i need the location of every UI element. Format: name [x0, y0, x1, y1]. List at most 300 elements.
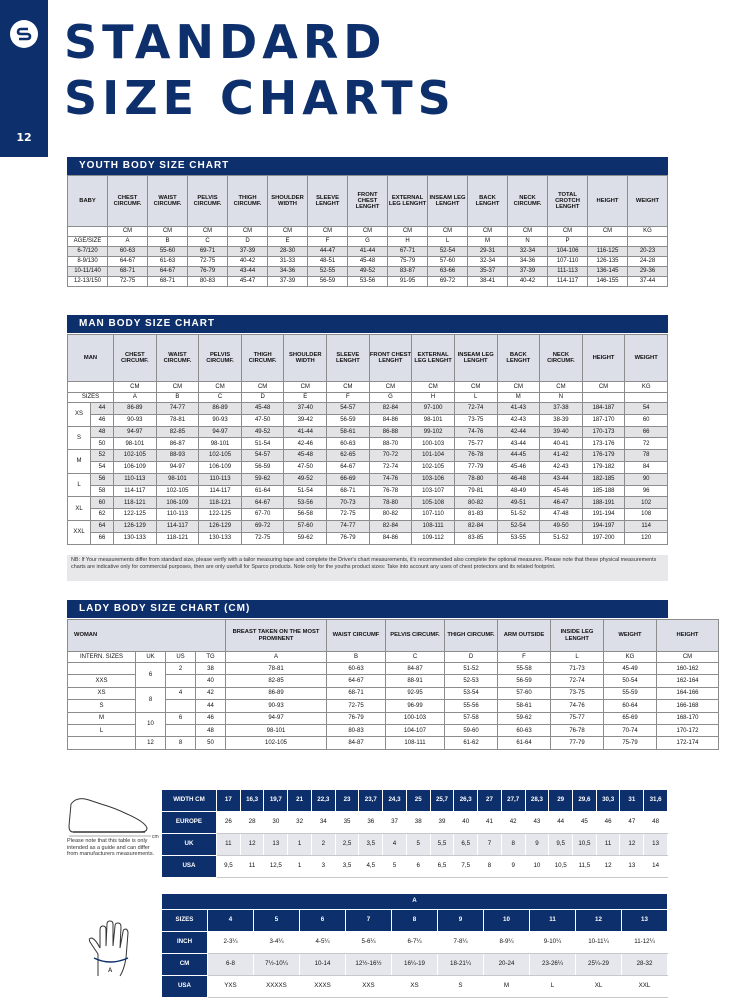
table-cell: 38	[196, 663, 226, 675]
table-cell: 5	[254, 910, 300, 932]
table-cell: 86-89	[114, 403, 157, 415]
uk-size: 12	[136, 737, 166, 749]
table-cell: 98-101	[156, 473, 199, 485]
table-cell: 32	[288, 812, 312, 834]
youth-chart-title: YOUTH BODY SIZE CHART	[67, 157, 668, 175]
table-cell: 58-61	[498, 700, 551, 712]
table-cell: 72-75	[327, 509, 370, 521]
table-cell: 64-67	[241, 497, 284, 509]
table-cell: 11	[596, 834, 620, 856]
header-row	[68, 620, 719, 652]
glove-a-mark: A	[108, 968, 113, 974]
table-cell: CM	[348, 227, 388, 237]
table-cell: 82-84	[454, 520, 497, 532]
table-cell: 86-88	[369, 426, 412, 438]
table-cell: 29,6	[573, 790, 597, 812]
table-cell: 4	[383, 834, 407, 856]
man-size-table	[67, 334, 668, 545]
table-cell: CM	[327, 382, 370, 393]
table-cell: 51-54	[284, 485, 327, 497]
table-cell: 3	[311, 856, 335, 878]
table-cell: G	[348, 237, 388, 247]
table-cell: CM	[428, 227, 468, 237]
table-cell: 160-162	[657, 663, 719, 675]
column-header: FRONT CHEST LENGHT	[369, 335, 412, 382]
table-cell: 74-76	[551, 700, 604, 712]
column-header: THIGH CIRCUMF.	[228, 176, 268, 227]
table-cell: 74-76	[369, 473, 412, 485]
table-cell: 20-23	[628, 247, 668, 257]
table-cell: 54-57	[327, 403, 370, 415]
table-cell: 64	[91, 520, 114, 532]
table-cell: 58	[91, 485, 114, 497]
table-cell: 38-41	[468, 277, 508, 287]
table-cell: 39-40	[540, 426, 583, 438]
table-cell: 3,5	[359, 834, 383, 856]
column-header: HEIGHT	[588, 176, 628, 227]
table-cell: 28-30	[268, 247, 308, 257]
table-cell: 25	[406, 790, 430, 812]
table-cell: 6-7¼	[392, 932, 438, 954]
table-cell: 37-38	[540, 403, 583, 415]
table-cell: CM	[268, 227, 308, 237]
table-cell: 50	[196, 737, 226, 749]
europe-row	[162, 812, 668, 834]
table-cell: 11	[240, 856, 264, 878]
column-header: BACK LENGHT	[468, 176, 508, 227]
table-cell: 72-75	[327, 700, 386, 712]
table-cell: 42	[501, 812, 525, 834]
table-cell: 91-95	[388, 277, 428, 287]
table-cell: 47-50	[241, 414, 284, 426]
table-cell: 25¼-29	[576, 954, 622, 976]
table-cell	[166, 675, 196, 687]
table-cell: 52-54	[428, 247, 468, 257]
table-cell: 9,5	[549, 834, 573, 856]
table-cell: SIZES	[68, 393, 114, 403]
man-chart-title: MAN BODY SIZE CHART	[67, 315, 668, 333]
table-cell: 118-121	[199, 497, 242, 509]
table-cell: 37-39	[228, 247, 268, 257]
table-cell: 30,3	[596, 790, 620, 812]
table-cell: 111-113	[548, 267, 588, 277]
row-label: SIZES	[162, 910, 208, 932]
title-line-1: STANDARD	[64, 15, 387, 69]
uk-row	[162, 834, 668, 856]
table-cell: 23-26¼	[530, 954, 576, 976]
table-cell: 62-65	[327, 450, 370, 462]
table-cell: 22,3	[311, 790, 335, 812]
table-cell: 59-62	[284, 532, 327, 544]
table-cell: 12	[620, 834, 644, 856]
column-header: ARM OUTSIDE	[498, 620, 551, 652]
column-header: SLEEVE LENGHT	[327, 335, 370, 382]
table-cell: XXS	[68, 675, 136, 687]
table-cell: N	[540, 393, 583, 403]
table-cell: 77-79	[551, 737, 604, 749]
table-cell: 166-168	[657, 700, 719, 712]
table-cell: 21	[288, 790, 312, 812]
column-header: HEIGHT	[582, 335, 625, 382]
sidebar	[0, 0, 48, 157]
column-header: CHEST CIRCUMF.	[108, 176, 148, 227]
table-row	[68, 509, 668, 521]
table-cell: 106-109	[199, 461, 242, 473]
table-cell	[625, 393, 668, 403]
youth-size-table	[67, 175, 668, 287]
table-cell: 72-74	[454, 403, 497, 415]
table-cell: L	[68, 724, 136, 736]
table-cell: 38	[406, 812, 430, 834]
table-cell: 45-48	[348, 257, 388, 267]
table-cell: 10	[484, 910, 530, 932]
table-cell: 12	[596, 856, 620, 878]
table-cell: 61-64	[241, 485, 284, 497]
table-cell: 109-112	[412, 532, 455, 544]
glove-hand-icon	[80, 920, 140, 984]
table-cell: 10-11/140	[68, 267, 108, 277]
table-cell: 40	[196, 675, 226, 687]
table-cell: 68-71	[148, 277, 188, 287]
table-cell: 57-58	[445, 712, 498, 724]
table-cell: KG	[625, 382, 668, 393]
table-cell: 4,5	[359, 856, 383, 878]
table-cell: 49-50	[540, 520, 583, 532]
table-cell: 78-80	[369, 497, 412, 509]
units-row	[68, 382, 668, 393]
table-cell: 71-73	[551, 663, 604, 675]
table-cell: 97-100	[412, 403, 455, 415]
table-cell: 96	[625, 485, 668, 497]
subheader-cell: CM	[657, 652, 719, 663]
table-cell: 176-179	[582, 450, 625, 462]
table-cell: 41	[478, 812, 502, 834]
uk-size: 8	[136, 687, 166, 712]
table-cell: S	[438, 976, 484, 998]
table-cell: 4	[166, 687, 196, 699]
table-cell: 86-89	[199, 403, 242, 415]
table-cell: 55-59	[604, 687, 657, 699]
table-cell: N	[508, 237, 548, 247]
table-cell: 13	[644, 834, 668, 856]
table-cell: 45-49	[604, 663, 657, 675]
table-cell: 34-36	[268, 267, 308, 277]
sparco-logo-icon	[10, 20, 38, 48]
table-cell: 48	[196, 724, 226, 736]
table-cell: E	[284, 393, 327, 403]
table-cell: 6-7/120	[68, 247, 108, 257]
man-chart-note: NB: If Your measurements differ from standard size, please verify with a tailor measuring tape and complete the Driver's chart measurements, it's recommended also complete the optional measures. Please note that these physical measurements charts are indicative only for commercial purposes, then are only usefull for Sparco products. Note only for the youths product sizes: Take into account any uses of chest protectors and its related footprint.	[67, 555, 668, 581]
table-cell: 76-79	[327, 532, 370, 544]
table-cell: 9	[438, 910, 484, 932]
subheader-cell: INTERN. SIZES	[68, 652, 136, 663]
table-cell: 37-44	[628, 277, 668, 287]
table-cell: 29	[549, 790, 573, 812]
table-cell: 67-70	[241, 509, 284, 521]
table-cell: 10,5	[549, 856, 573, 878]
table-cell: 170-173	[582, 426, 625, 438]
table-cell: 52-53	[445, 675, 498, 687]
table-cell: 44	[91, 403, 114, 415]
table-cell: 94-97	[114, 426, 157, 438]
column-header: PELVIS CIRCUMF.	[199, 335, 242, 382]
table-cell: 83-87	[388, 267, 428, 277]
table-cell: 70-73	[327, 497, 370, 509]
table-cell: 28	[240, 812, 264, 834]
table-row	[68, 532, 668, 544]
table-cell: 136-145	[588, 267, 628, 277]
row-label: USA	[162, 856, 217, 878]
table-row	[68, 520, 668, 532]
column-header: EXTERNAL LEG LENGHT	[412, 335, 455, 382]
size-label: XS	[68, 403, 91, 427]
table-cell: 51-54	[241, 438, 284, 450]
column-header: SLEEVE LENGHT	[308, 176, 348, 227]
column-header: BABY	[68, 176, 108, 227]
table-cell: 45-46	[497, 461, 540, 473]
column-header: PELVIS CIRCUMF.	[188, 176, 228, 227]
table-cell: 64-67	[148, 267, 188, 277]
table-cell: 48-49	[497, 485, 540, 497]
table-cell: 35-37	[468, 267, 508, 277]
table-cell: 130-133	[114, 532, 157, 544]
codes-row	[68, 237, 668, 247]
subheader-cell: TG	[196, 652, 226, 663]
table-cell: 81-83	[454, 509, 497, 521]
table-cell: CM	[588, 227, 628, 237]
table-cell: 114	[625, 520, 668, 532]
table-cell: 7	[346, 910, 392, 932]
table-cell: 75-77	[454, 438, 497, 450]
table-cell: 34	[311, 812, 335, 834]
column-header: NECK CIRCUMF.	[540, 335, 583, 382]
table-cell: 31-33	[268, 257, 308, 267]
table-cell: 16,3	[240, 790, 264, 812]
table-cell: 11	[217, 834, 241, 856]
table-cell: 54	[625, 403, 668, 415]
table-row	[68, 403, 668, 415]
column-header: THIGH CIRCUMF.	[241, 335, 284, 382]
table-cell: 60-63	[108, 247, 148, 257]
table-cell: 55-60	[148, 247, 188, 257]
table-cell: CM	[468, 227, 508, 237]
table-cell: 58-61	[327, 426, 370, 438]
column-header: WEIGHT	[628, 176, 668, 227]
column-header: WEIGHT	[604, 620, 657, 652]
table-cell: 75-79	[388, 257, 428, 267]
table-cell: 47-48	[540, 509, 583, 521]
table-cell: 94-97	[226, 712, 327, 724]
table-cell: 6-8	[208, 954, 254, 976]
table-cell: 42-44	[497, 426, 540, 438]
table-row	[68, 277, 668, 287]
table-cell: 114-117	[156, 520, 199, 532]
table-cell: 8-9/130	[68, 257, 108, 267]
table-cell: 88-91	[386, 675, 445, 687]
table-cell	[68, 227, 108, 237]
table-cell: 105-108	[412, 497, 455, 509]
table-cell: L	[428, 237, 468, 247]
table-cell: D	[241, 393, 284, 403]
table-cell: 65-69	[604, 712, 657, 724]
table-cell: 39	[430, 812, 454, 834]
units-row	[68, 227, 668, 237]
column-header: TOTAL CROTCH LENGHT	[548, 176, 588, 227]
column-header: HEIGHT	[657, 620, 719, 652]
table-cell: 6,5	[454, 834, 478, 856]
table-cell: 185-188	[582, 485, 625, 497]
column-header: PELVIS CIRCUMF.	[386, 620, 445, 652]
column-header: WAIST CIRCUMF.	[156, 335, 199, 382]
table-cell: 100-103	[386, 712, 445, 724]
column-header: BACK LENGHT	[497, 335, 540, 382]
table-cell: F	[327, 393, 370, 403]
column-header: THIGH CIRCUMF.	[445, 620, 498, 652]
table-cell: 72-75	[241, 532, 284, 544]
table-cell: 3,5	[335, 856, 359, 878]
table-cell: D	[228, 237, 268, 247]
subheader-cell: KG	[604, 652, 657, 663]
table-cell: 67-71	[388, 247, 428, 257]
table-cell: 86-89	[226, 687, 327, 699]
table-cell: 57-60	[428, 257, 468, 267]
table-cell: 23	[335, 790, 359, 812]
table-cell: 108-111	[412, 520, 455, 532]
table-cell: 7½-10¼	[254, 954, 300, 976]
table-cell: XXS	[346, 976, 392, 998]
table-cell: 17	[217, 790, 241, 812]
table-cell: 5,5	[430, 834, 454, 856]
table-cell: 99-102	[412, 426, 455, 438]
table-cell: CM	[548, 227, 588, 237]
table-cell: 13	[620, 856, 644, 878]
table-cell: CM	[199, 382, 242, 393]
table-cell: 60-63	[327, 663, 386, 675]
table-cell: 9-10¼	[530, 932, 576, 954]
table-cell: A	[114, 393, 157, 403]
table-cell: 11,5	[573, 856, 597, 878]
table-cell: 45-48	[284, 450, 327, 462]
table-cell: 61-62	[445, 737, 498, 749]
table-cell: 51-52	[540, 532, 583, 544]
table-cell: 4-5¼	[300, 932, 346, 954]
header-row	[68, 176, 668, 227]
table-cell: 73-75	[551, 687, 604, 699]
subheader-cell: D	[445, 652, 498, 663]
row-label: CM	[162, 954, 208, 976]
table-cell: 7,5	[454, 856, 478, 878]
table-cell: 90-93	[114, 414, 157, 426]
table-cell: 70-72	[369, 450, 412, 462]
table-cell: 45-48	[241, 403, 284, 415]
table-cell: B	[148, 237, 188, 247]
table-cell: 100-103	[412, 438, 455, 450]
table-cell: 5	[406, 834, 430, 856]
table-cell: 49-51	[497, 497, 540, 509]
row-label: WIDTH CM	[162, 790, 217, 812]
table-cell: 90-93	[226, 700, 327, 712]
column-header: WEIGHT	[625, 335, 668, 382]
table-cell: 61-63	[148, 257, 188, 267]
table-cell: 31,6	[644, 790, 668, 812]
table-cell: 50-54	[604, 675, 657, 687]
table-cell: 76-78	[551, 724, 604, 736]
table-cell: 41-43	[497, 403, 540, 415]
table-cell: 2	[311, 834, 335, 856]
table-cell: 24-28	[628, 257, 668, 267]
table-cell: 29-31	[468, 247, 508, 257]
table-cell: 114-117	[199, 485, 242, 497]
table-cell: 51-52	[497, 509, 540, 521]
table-cell: 51-52	[445, 663, 498, 675]
table-row	[68, 267, 668, 277]
table-cell: 54-57	[241, 450, 284, 462]
table-cell: 98-101	[226, 724, 327, 736]
table-cell: 60	[91, 497, 114, 509]
table-cell: 48-51	[308, 257, 348, 267]
table-cell: 8	[501, 834, 525, 856]
table-cell: L	[454, 393, 497, 403]
table-row	[68, 438, 668, 450]
table-cell: 52-54	[497, 520, 540, 532]
table-cell: 98-101	[114, 438, 157, 450]
table-cell	[68, 663, 136, 675]
table-cell: 40	[454, 812, 478, 834]
table-cell: 10-14	[300, 954, 346, 976]
shoe-size-table	[161, 789, 668, 878]
table-cell: 8	[478, 856, 502, 878]
column-header: SHOULDER WIDTH	[284, 335, 327, 382]
table-cell: 9	[501, 856, 525, 878]
column-header: WAIST CIRCUMF.	[148, 176, 188, 227]
table-row	[68, 257, 668, 267]
table-cell: 78-81	[156, 414, 199, 426]
table-cell: 114-117	[114, 485, 157, 497]
table-cell: 126-129	[114, 520, 157, 532]
table-cell: P	[548, 237, 588, 247]
table-cell: 49-52	[284, 473, 327, 485]
table-cell: 12,5	[264, 856, 288, 878]
table-cell: CM	[188, 227, 228, 237]
table-cell: 106-109	[114, 461, 157, 473]
table-cell: 9	[525, 834, 549, 856]
table-cell: 56	[91, 473, 114, 485]
table-cell: 72-74	[551, 675, 604, 687]
table-cell: E	[268, 237, 308, 247]
table-cell: 6	[300, 910, 346, 932]
glove-usa-row	[162, 976, 668, 998]
table-cell: 12	[240, 834, 264, 856]
table-cell: 107-110	[548, 257, 588, 267]
table-cell: 94-97	[156, 461, 199, 473]
table-row	[68, 712, 719, 724]
row-label: UK	[162, 834, 217, 856]
table-cell: 69-72	[241, 520, 284, 532]
table-cell: 92-95	[386, 687, 445, 699]
table-cell: 98-101	[199, 438, 242, 450]
table-cell: 173-176	[582, 438, 625, 450]
table-cell: 56-59	[498, 675, 551, 687]
table-cell: 102-105	[199, 450, 242, 462]
table-cell: F	[308, 237, 348, 247]
table-cell: 103-107	[412, 485, 455, 497]
table-row	[68, 663, 719, 675]
table-row	[68, 700, 719, 712]
row-label: INCH	[162, 932, 208, 954]
table-cell: 43-44	[540, 473, 583, 485]
table-cell: 182-185	[582, 473, 625, 485]
table-cell: 57-60	[284, 520, 327, 532]
